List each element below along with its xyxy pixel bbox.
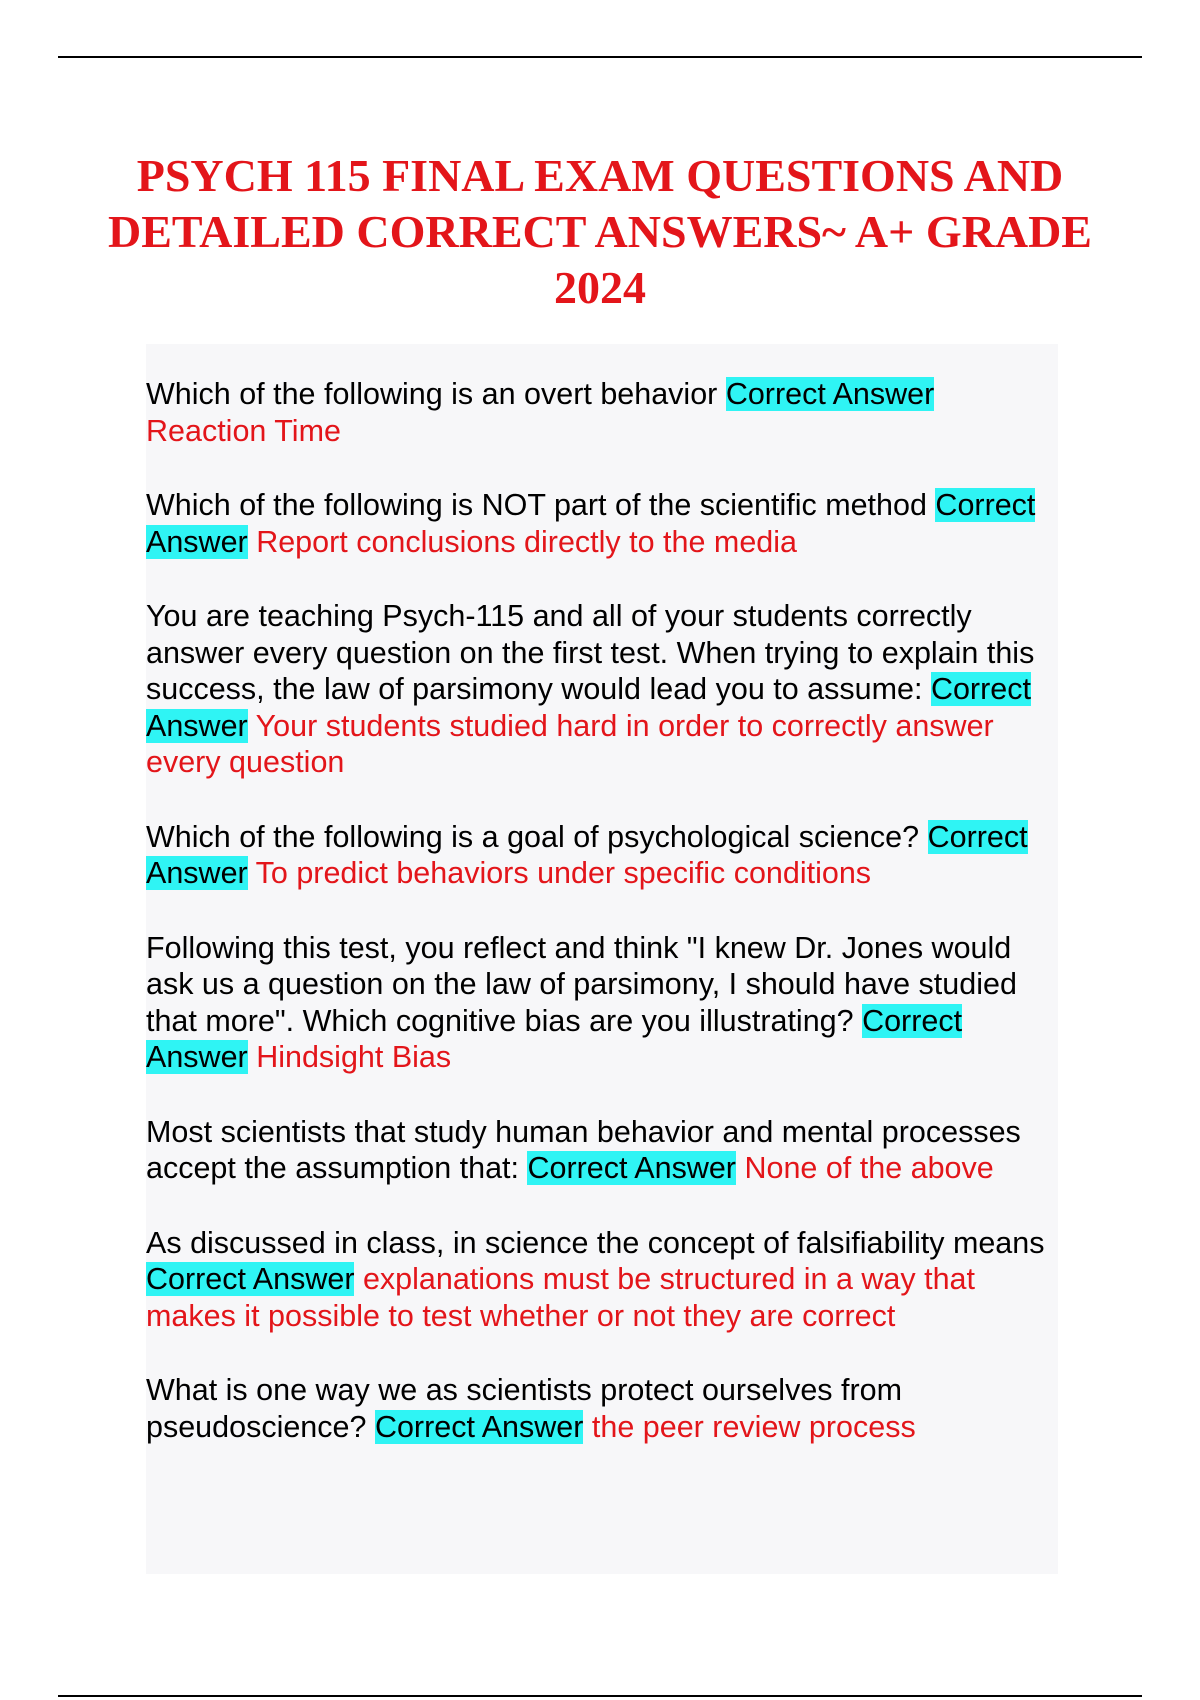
- qa-item-8: [146, 1372, 1058, 1445]
- qa-item-1: [146, 376, 1058, 449]
- question-text: Following this test, you reflect and think "I knew Dr. Jones would ask us a question on the law of parsimony, I should have studied that more". Which cognitive bias are you illustrating?: [146, 930, 1017, 1038]
- correct-answer-tag: Correct Answer: [146, 1003, 963, 1074]
- question-text: Most scientists that study human behavior and mental processes accept the assumption that:: [146, 1114, 1021, 1185]
- answer-text: explanations must be structured in a way that makes it possible to test whether or not they are correct: [146, 1262, 975, 1333]
- answer-text: Reaction Time: [146, 413, 341, 448]
- answer-text: Your students studied hard in order to correctly answer every question: [146, 708, 994, 779]
- correct-answer-tag: Correct Answer: [146, 488, 1036, 559]
- question-text: Which of the following is a goal of psychological science?: [146, 819, 920, 854]
- qa-item-5: [146, 930, 1058, 1076]
- correct-answer-tag: Correct Answer: [374, 1409, 584, 1444]
- question-list: [146, 376, 1058, 1483]
- answer-text: To predict behaviors under specific conditions: [255, 856, 872, 890]
- question-text: Which of the following is an overt behavior: [146, 377, 718, 411]
- correct-answer-tag: Correct Answer: [146, 1262, 355, 1296]
- qa-item-6: [146, 1114, 1058, 1187]
- qa-item-7: [146, 1225, 1058, 1335]
- answer-text: None of the above: [744, 1151, 994, 1185]
- answer-text: the peer review process: [591, 1409, 916, 1444]
- qa-item-3: [146, 598, 1058, 781]
- qa-item-2: [146, 487, 1058, 560]
- document-title: PSYCH 115 FINAL EXAM QUESTIONS AND DETAILED CORRECT ANSWERS~ A+ GRADE 2024: [108, 150, 1092, 313]
- question-text: You are teaching Psych-115 and all of your students correctly answer every question on the first test. When trying to explain this success, the law of parsimony would lead you to assume:: [146, 599, 1035, 706]
- correct-answer-tag: Correct Answer: [146, 819, 1028, 890]
- correct-answer-tag: Correct Answer: [146, 672, 1031, 743]
- answer-text: Report conclusions directly to the media: [256, 524, 797, 559]
- top-rule: [58, 56, 1142, 58]
- bottom-rule: [58, 1695, 1142, 1697]
- question-text: Which of the following is NOT part of the scientific method: [146, 488, 927, 522]
- question-text: What is one way we as scientists protect ourselves from pseudoscience?: [146, 1373, 903, 1444]
- question-text: As discussed in class, in science the concept of falsifiability means: [146, 1225, 1045, 1260]
- correct-answer-tag: Correct Answer: [527, 1151, 736, 1185]
- answer-text: Hindsight Bias: [256, 1040, 452, 1074]
- correct-answer-tag: Correct Answer: [725, 377, 935, 411]
- qa-item-4: [146, 819, 1058, 892]
